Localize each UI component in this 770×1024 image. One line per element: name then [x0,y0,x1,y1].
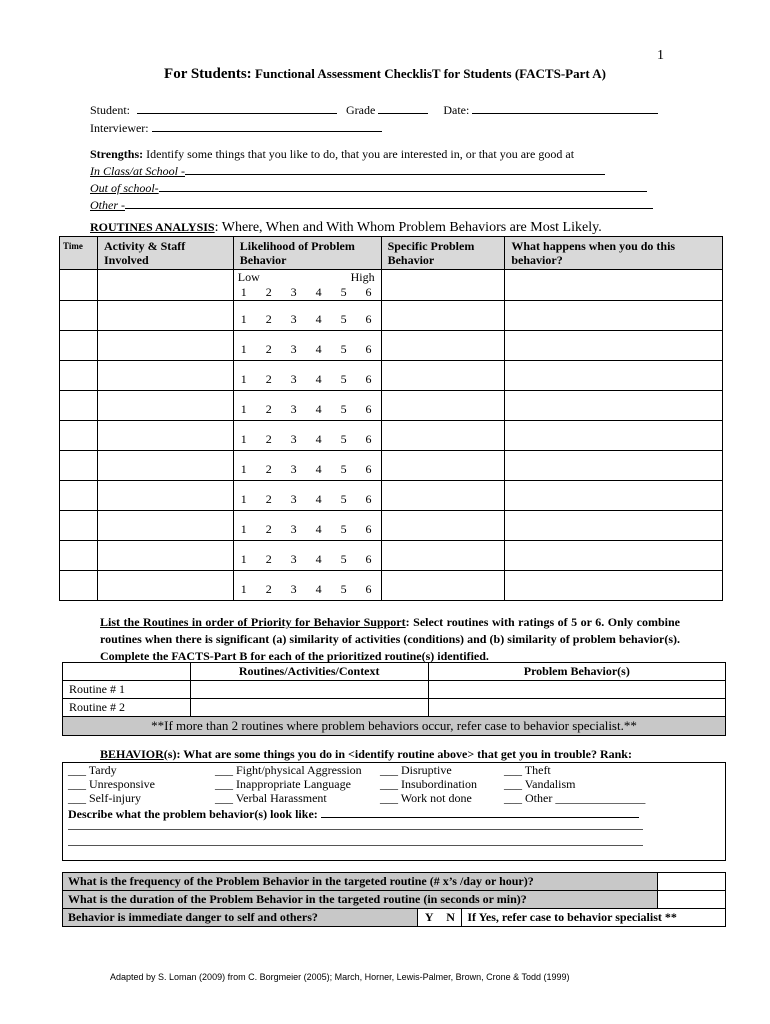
rating-2[interactable]: 2 [265,522,272,536]
rating-2[interactable]: 2 [265,402,272,416]
time-cell[interactable] [60,511,98,541]
table-row [60,481,723,511]
rating-1[interactable]: 1 [240,552,247,566]
routines-header-row [60,237,723,270]
table-row [60,361,723,391]
rating-2[interactable]: 2 [265,342,272,356]
time-cell[interactable] [60,421,98,451]
activity-cell[interactable] [97,270,233,301]
rating-1[interactable]: 1 [240,582,247,596]
rating-4[interactable]: 4 [315,492,322,506]
routine-1-label: Routine # 1 [63,681,191,699]
frequency-answer[interactable] [658,873,726,891]
table-row [63,681,726,699]
rating-4[interactable]: 4 [315,402,322,416]
refer-note: If Yes, refer case to behavior specialist ** [462,909,726,927]
strengths-section [90,147,653,213]
rating-3[interactable]: 3 [290,552,297,566]
option-vandalism[interactable]: ___ Vandalism [504,777,576,791]
rating-6[interactable]: 6 [365,492,372,506]
behavior-heading [100,747,632,762]
specific-header: Specific Problem Behavior [381,237,505,270]
frequency-question: What is the frequency of the Problem Behavior in the targeted routine (# x’s /day or hour)? [63,873,658,891]
option-verbal[interactable]: ___ Verbal Harassment [215,791,327,805]
rating-5[interactable]: 5 [340,552,347,566]
what-happens-cell[interactable] [505,331,723,361]
rating-1[interactable]: 1 [240,522,247,536]
out-school-field[interactable] [159,179,647,192]
no-option[interactable]: N [440,909,462,927]
strengths-label: Strengths: [90,147,144,161]
rating-3[interactable]: 3 [290,432,297,446]
priority-instr-body: : Select routines with ratings of 5 or 6. Only combine routines when there is significant (a) similarity of activities (conditions) and (b) similarity of problem behavior(s). Complete the FACTS-Part B for each of the prioritized routine(s) identified. [100,615,680,663]
rating-3[interactable]: 3 [290,582,297,596]
rating-2[interactable]: 2 [265,462,272,476]
table-row [63,909,726,927]
likelihood-cell [233,361,381,391]
rating-3[interactable]: 3 [290,285,297,299]
other-field[interactable] [125,196,653,209]
time-cell[interactable] [60,331,98,361]
in-class-field[interactable] [185,162,605,175]
activity-cell[interactable] [97,481,233,511]
rating-6[interactable]: 6 [365,342,372,356]
other-label: Other - [90,198,125,212]
priority-instructions [100,614,680,665]
problem-behaviors-header: Problem Behavior(s) [428,663,725,681]
specific-cell[interactable] [381,391,505,421]
rating-3[interactable]: 3 [290,462,297,476]
rating-4[interactable]: 4 [315,432,322,446]
what-happens-cell[interactable] [505,361,723,391]
specific-cell[interactable] [381,270,505,301]
date-label: Date: [443,103,470,117]
rating-1[interactable]: 1 [240,372,247,386]
rating-6[interactable]: 6 [365,285,372,299]
rating-3[interactable]: 3 [290,492,297,506]
rating-5[interactable]: 5 [340,582,347,596]
specific-cell[interactable] [381,421,505,451]
rating-6[interactable]: 6 [365,582,372,596]
rating-scale[interactable] [234,481,381,507]
grade-label: Grade [346,103,376,117]
rating-4[interactable]: 4 [315,522,322,536]
rating-4[interactable]: 4 [315,582,322,596]
table-row [60,301,723,331]
behavior-box [62,762,726,861]
specific-cell[interactable] [381,301,505,331]
rating-5[interactable]: 5 [340,432,347,446]
likelihood-cell [233,571,381,601]
rating-scale[interactable] [234,421,381,447]
table-row [60,270,723,301]
table-row [60,451,723,481]
time-cell[interactable] [60,571,98,601]
student-label: Student: [90,103,131,117]
option-unresponsive[interactable]: ___ Unresponsive [68,777,155,791]
routine-1-context[interactable] [190,681,428,699]
routine-2-label: Routine # 2 [63,699,191,717]
footer-citation: Adapted by S. Loman (2009) from C. Borgmeier (2005); March, Horner, Lewis-Palmer, Brown, Crone & Todd (1999) [110,972,570,982]
rating-1[interactable]: 1 [240,462,247,476]
rating-1[interactable]: 1 [240,432,247,446]
rating-scale[interactable] [234,451,381,477]
option-tardy[interactable]: ___ Tardy [68,763,117,777]
time-cell[interactable] [60,541,98,571]
option-insubordination[interactable]: ___ Insubordination [380,777,477,791]
table-row [60,511,723,541]
table-row [60,541,723,571]
activity-cell[interactable] [97,541,233,571]
routine-1-behavior[interactable] [428,681,725,699]
high-label: High [350,270,375,284]
likelihood-cell [233,391,381,421]
referral-note: **If more than 2 routines where problem behaviors occur, refer case to behavior specialist.** [63,717,726,736]
student-field[interactable] [137,101,337,114]
table-row [60,391,723,421]
activity-header: Activity & Staff Involved [97,237,233,270]
rating-6[interactable]: 6 [365,522,372,536]
routines-context-header: Routines/Activities/Context [190,663,428,681]
rating-6[interactable]: 6 [365,462,372,476]
likelihood-cell [233,511,381,541]
rating-5[interactable]: 5 [340,462,347,476]
describe-text: Describe what the problem behavior(s) look like: [68,807,318,821]
priority-blank-header [63,663,191,681]
rating-6[interactable]: 6 [365,432,372,446]
rating-3[interactable]: 3 [290,312,297,326]
rating-scale[interactable] [234,391,381,417]
activity-cell[interactable] [97,331,233,361]
rating-4[interactable]: 4 [315,552,322,566]
option-self-injury[interactable]: ___ Self-injury [68,791,141,805]
table-row [63,699,726,717]
rating-5[interactable]: 5 [340,522,347,536]
activity-cell[interactable] [97,511,233,541]
specific-cell[interactable] [381,331,505,361]
describe-label [68,806,639,822]
page-number: 1 [657,48,664,63]
rating-2[interactable]: 2 [265,432,272,446]
title-rest: Functional Assessment ChecklisT for Students (FACTS-Part A) [254,66,606,81]
rating-5[interactable]: 5 [340,492,347,506]
what-happens-cell[interactable] [505,270,723,301]
grade-field[interactable] [378,101,428,114]
rating-3[interactable]: 3 [290,342,297,356]
title-lead: For Students: [164,66,252,82]
option-other[interactable]: ___ Other _______________ [504,791,646,805]
rating-5[interactable]: 5 [340,372,347,386]
table-row [60,571,723,601]
what-happens-cell[interactable] [505,511,723,541]
rating-scale[interactable] [234,285,381,300]
time-cell[interactable] [60,270,98,301]
out-school-label: Out of school- [90,181,159,195]
rating-3[interactable]: 3 [290,402,297,416]
option-theft[interactable]: ___ Theft [504,763,551,777]
activity-cell[interactable] [97,301,233,331]
rating-5[interactable]: 5 [340,342,347,356]
rating-4[interactable]: 4 [315,312,322,326]
describe-line[interactable] [68,829,643,830]
time-cell[interactable] [60,391,98,421]
interviewer-label: Interviewer: [90,121,149,135]
rating-6[interactable]: 6 [365,402,372,416]
low-label: Low [237,270,260,284]
rating-4[interactable]: 4 [315,372,322,386]
likelihood-cell [233,331,381,361]
specific-cell[interactable] [381,481,505,511]
rating-1[interactable]: 1 [240,402,247,416]
activity-cell[interactable] [97,451,233,481]
option-fight[interactable]: ___ Fight/physical Aggression [215,763,362,777]
specific-cell[interactable] [381,571,505,601]
time-cell[interactable] [60,361,98,391]
likelihood-header: Likelihood of Problem Behavior [233,237,381,270]
rating-1[interactable]: 1 [240,312,247,326]
rating-4[interactable]: 4 [315,342,322,356]
activity-cell[interactable] [97,391,233,421]
table-row [63,717,726,736]
what-happens-cell[interactable] [505,481,723,511]
activity-cell[interactable] [97,571,233,601]
routines-analysis-subtitle: : Where, When and With Whom Problem Behaviors are Most Likely. [214,220,602,235]
rating-2[interactable]: 2 [265,582,272,596]
option-work[interactable]: ___ Work not done [380,791,472,805]
likelihood-cell [233,451,381,481]
student-info [90,101,658,136]
time-cell[interactable] [60,451,98,481]
option-disruptive[interactable]: ___ Disruptive [380,763,452,777]
rating-scale[interactable] [234,331,381,357]
behavior-label: BEHAVIOR [100,747,164,761]
routines-table [59,236,723,601]
specific-cell[interactable] [381,511,505,541]
routines-analysis-heading [90,220,602,236]
time-cell[interactable] [60,301,98,331]
rating-3[interactable]: 3 [290,522,297,536]
option-inappropriate[interactable]: ___ Inappropriate Language [215,777,351,791]
time-cell[interactable] [60,481,98,511]
rating-6[interactable]: 6 [365,372,372,386]
rating-2[interactable]: 2 [265,312,272,326]
routine-2-context[interactable] [190,699,428,717]
behavior-question: (s): What are some things you do in <identify routine above> that get you in trouble? Rank: [163,747,632,761]
rating-2[interactable]: 2 [265,372,272,386]
danger-question: Behavior is immediate danger to self and others? [63,909,418,927]
rating-scale[interactable] [234,571,381,597]
likelihood-cell [233,301,381,331]
rating-5[interactable]: 5 [340,285,347,299]
rating-1[interactable]: 1 [240,342,247,356]
likelihood-cell [233,270,381,301]
time-header: Time [60,237,98,270]
rating-2[interactable]: 2 [265,285,272,299]
what-happens-cell[interactable] [505,421,723,451]
what-happens-header: What happens when you do this behavior? [505,237,723,270]
priority-table [62,662,726,736]
rating-1[interactable]: 1 [240,285,247,299]
rating-scale[interactable] [234,511,381,537]
priority-instr-title: List the Routines in order of Priority for Behavior Support [100,615,406,629]
what-happens-cell[interactable] [505,391,723,421]
what-happens-cell[interactable] [505,451,723,481]
priority-header-row [63,663,726,681]
duration-question: What is the duration of the Problem Behavior in the targeted routine (in seconds or min)? [63,891,658,909]
frequency-table [62,872,726,927]
rating-5[interactable]: 5 [340,402,347,416]
likelihood-cell [233,481,381,511]
describe-field[interactable] [321,806,639,818]
interviewer-field[interactable] [152,119,382,132]
specific-cell[interactable] [381,361,505,391]
specific-cell[interactable] [381,541,505,571]
rating-5[interactable]: 5 [340,312,347,326]
page-title [0,66,770,83]
describe-line[interactable] [68,845,643,846]
table-row [60,421,723,451]
rating-4[interactable]: 4 [315,462,322,476]
likelihood-cell [233,421,381,451]
table-row [63,873,726,891]
duration-answer[interactable] [658,891,726,909]
specific-cell[interactable] [381,451,505,481]
rating-scale[interactable] [234,361,381,387]
what-happens-cell[interactable] [505,301,723,331]
likelihood-cell [233,541,381,571]
date-field[interactable] [472,101,658,114]
routine-2-behavior[interactable] [428,699,725,717]
rating-3[interactable]: 3 [290,372,297,386]
activity-cell[interactable] [97,361,233,391]
activity-cell[interactable] [97,421,233,451]
table-row [63,891,726,909]
rating-scale[interactable] [234,541,381,567]
what-happens-cell[interactable] [505,541,723,571]
what-happens-cell[interactable] [505,571,723,601]
rating-scale[interactable] [234,301,381,327]
strengths-prompt: Identify some things that you like to do, that you are interested in, or that you are good at [146,147,575,161]
rating-6[interactable]: 6 [365,552,372,566]
rating-2[interactable]: 2 [265,492,272,506]
routines-analysis-label: ROUTINES ANALYSIS [90,220,215,234]
rating-2[interactable]: 2 [265,552,272,566]
rating-4[interactable]: 4 [315,285,322,299]
yes-option[interactable]: Y [418,909,440,927]
rating-6[interactable]: 6 [365,312,372,326]
table-row [60,331,723,361]
in-class-label: In Class/at School - [90,164,185,178]
low-high-labels [234,270,381,285]
rating-1[interactable]: 1 [240,492,247,506]
